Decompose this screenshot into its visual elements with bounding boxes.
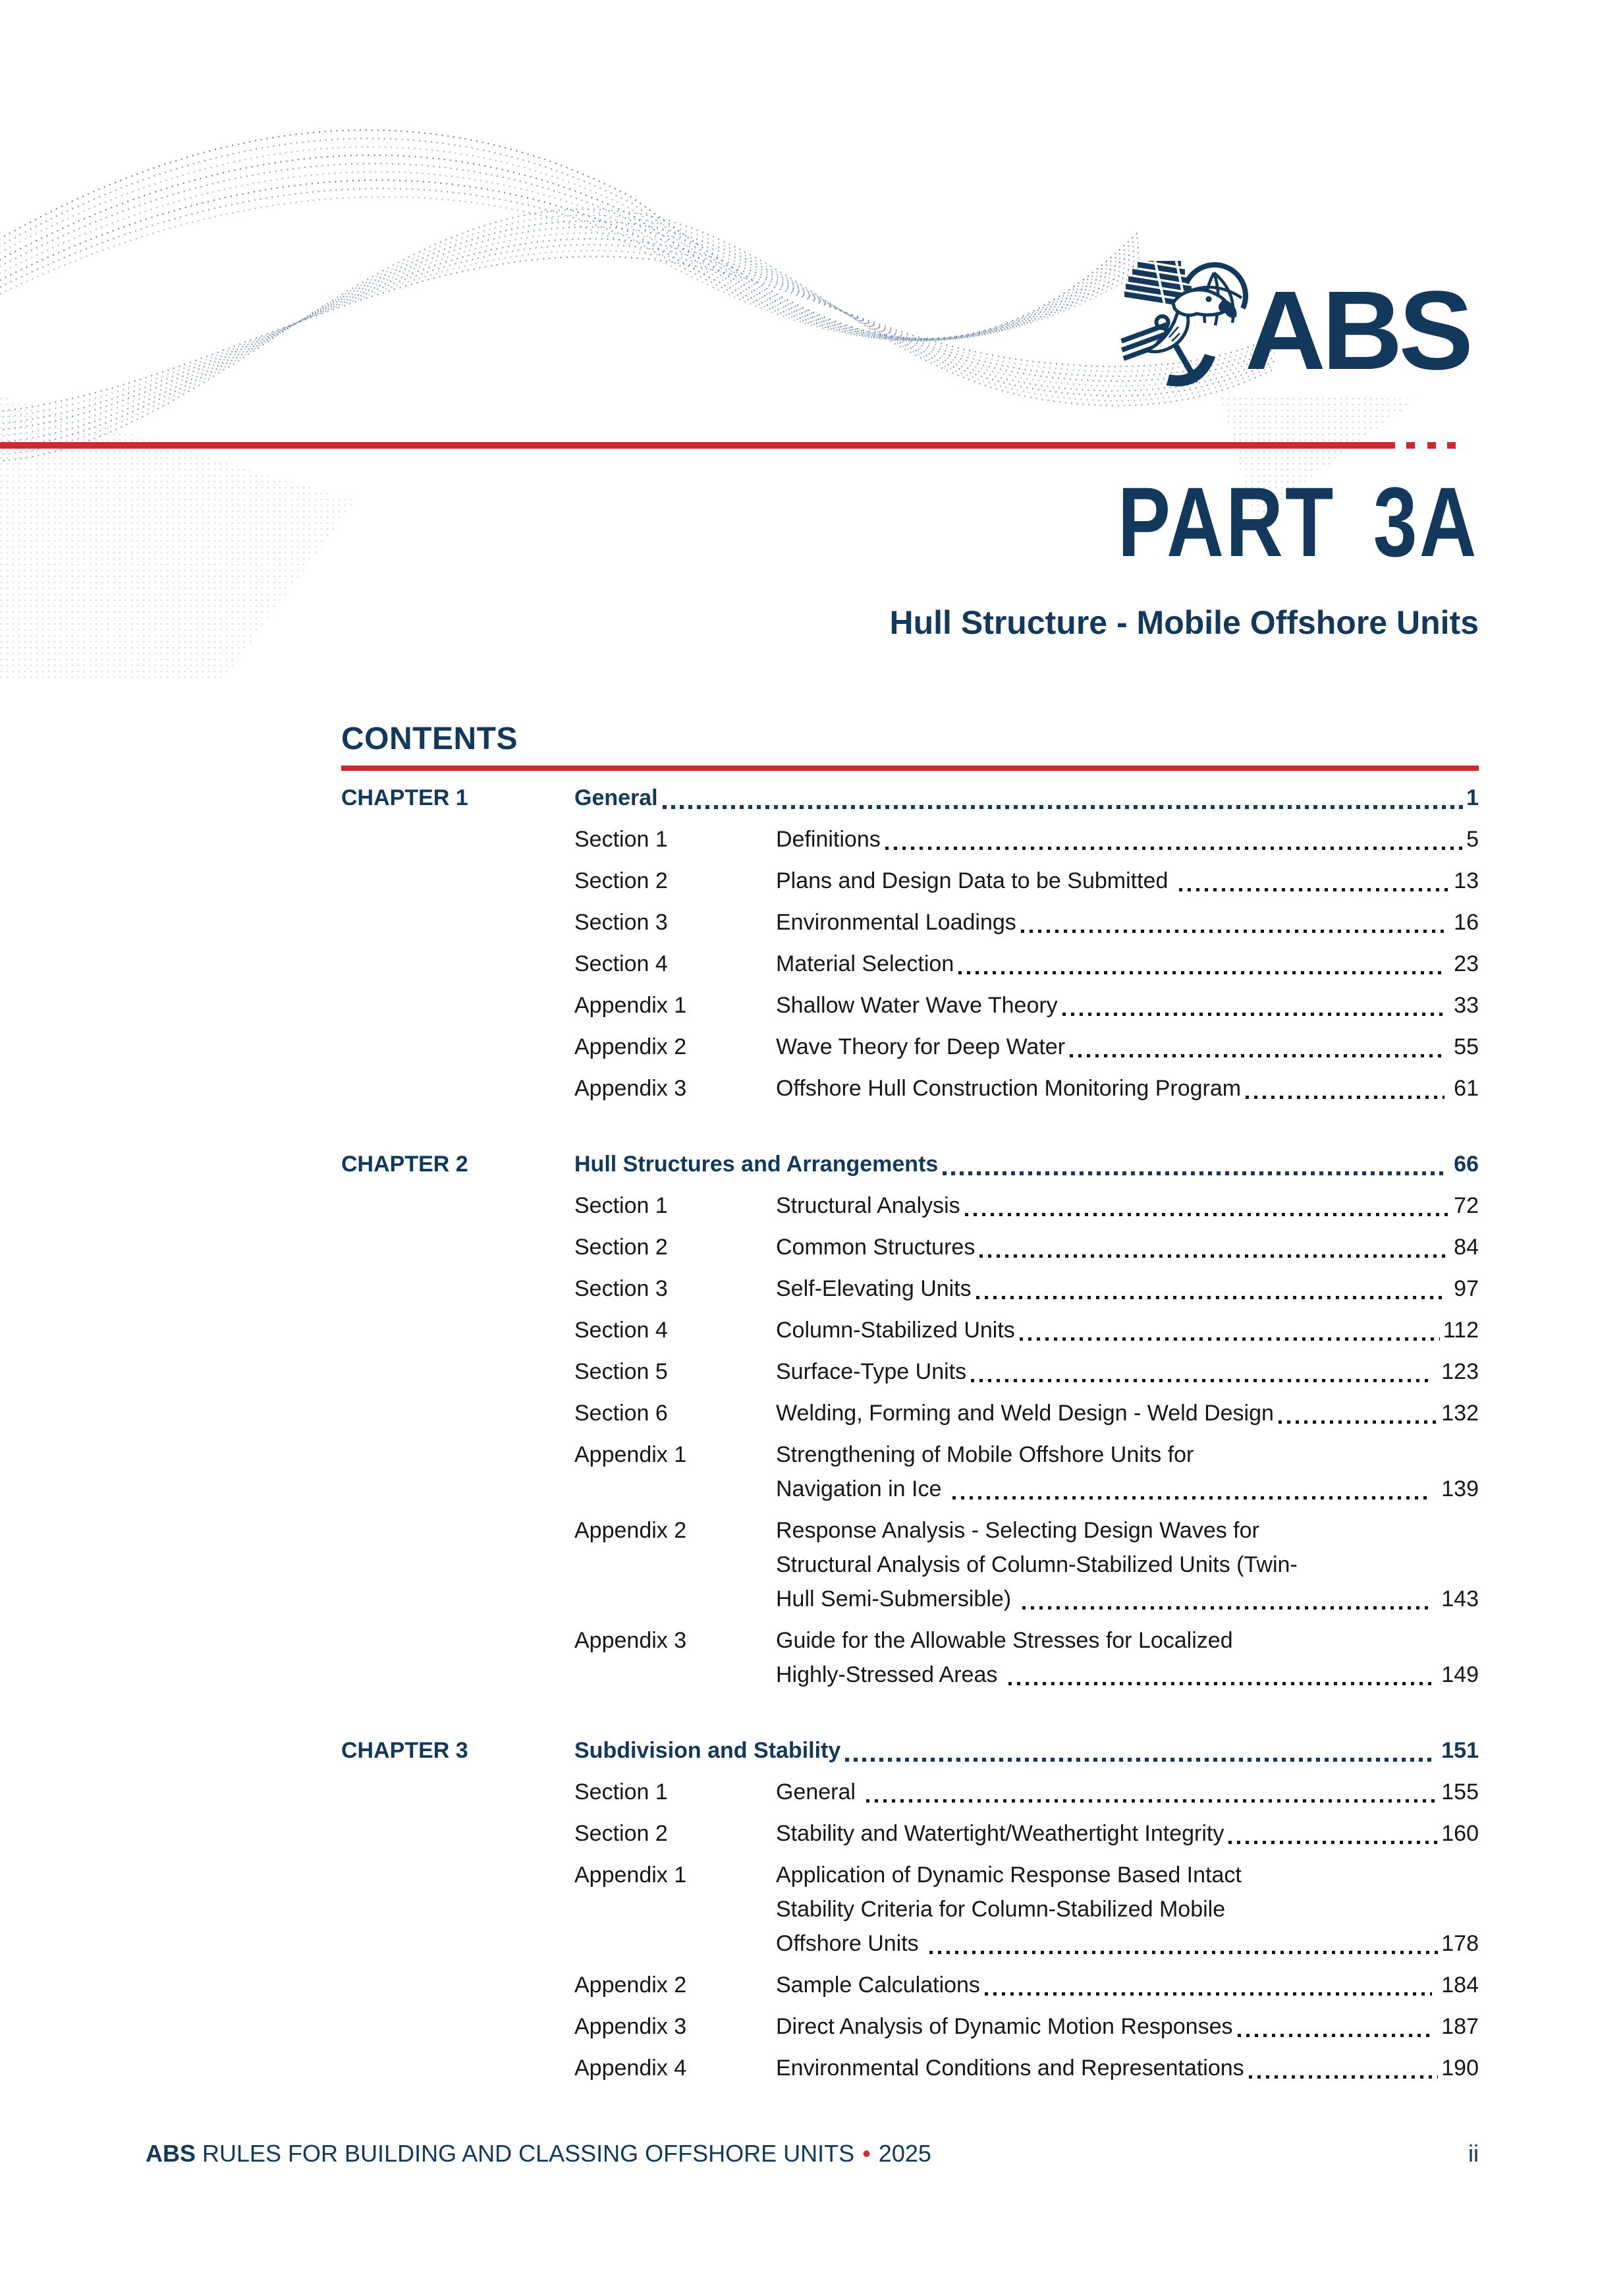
page-number: 160 (1441, 1821, 1479, 1846)
entry-indent (341, 2009, 574, 2044)
entry-title: Shallow Water Wave Theory (776, 993, 1058, 1018)
entry-title: General (574, 785, 658, 810)
dotted-leader (976, 1272, 1444, 1306)
header-rule (0, 442, 1395, 449)
entry-title: Definitions (776, 827, 881, 852)
entry-label: Appendix 2 (574, 1034, 687, 1059)
wave-strand (0, 238, 1275, 432)
page-number: 112 (1443, 1318, 1479, 1343)
wave-strand (0, 233, 1275, 437)
page-number: 66 (1447, 1152, 1479, 1177)
dotted-leader (663, 781, 1463, 815)
contents-rule (341, 766, 1479, 771)
entry-indent (341, 947, 574, 981)
part-title: PART 3A (1118, 466, 1479, 577)
toc-line (776, 1071, 1479, 1106)
page-number: 5 (1466, 827, 1479, 852)
entry-label: Section 3 (574, 910, 668, 935)
entry-title: Common Structures (776, 1235, 976, 1260)
dotted-leader (866, 1775, 1438, 1809)
toc-chapter-row[interactable] (341, 1733, 1479, 1768)
entry-title: Sample Calculations (776, 1973, 980, 1998)
page-number: 143 (1435, 1586, 1479, 1611)
page-number: 178 (1441, 1931, 1479, 1956)
page-number: 187 (1435, 2014, 1479, 2039)
toc-line (776, 1189, 1479, 1223)
entry-titlewrap (776, 1968, 1479, 2002)
dotted-leader (1070, 1030, 1444, 1064)
toc-line (776, 1355, 1479, 1389)
wave-strand (0, 197, 1140, 341)
toc (341, 781, 1479, 2085)
dotted-leader (965, 1189, 1451, 1223)
entry-indent (341, 1438, 574, 1506)
dotted-leader (885, 822, 1463, 856)
entry-titlewrap (776, 905, 1479, 939)
dotted-leader (952, 1472, 1432, 1506)
dotted-leader (943, 1147, 1444, 1181)
toc-line (776, 1926, 1479, 1961)
wave-strand (0, 147, 1140, 339)
entry-indent (341, 1071, 574, 1106)
page-number: 1 (1466, 785, 1479, 810)
entry-title: Plans and Design Data to be Submitted (776, 868, 1174, 893)
toc-line (574, 1733, 1479, 1768)
entry-label: Section 1 (574, 1779, 668, 1805)
footer-brand: ABS (146, 2140, 196, 2167)
dotted-leader (1062, 988, 1444, 1022)
entry-titlewrap (776, 988, 1479, 1022)
toc-line (776, 1230, 1479, 1264)
entry-indent (341, 1355, 574, 1389)
toc-line (776, 1030, 1479, 1064)
entry-title: Column-Stabilized Units (776, 1318, 1015, 1343)
entry-title: Direct Analysis of Dynamic Motion Responses (776, 2014, 1233, 2039)
entry-indent (341, 1230, 574, 1264)
entry-titlewrap (776, 1775, 1479, 1809)
page-number: 123 (1435, 1359, 1479, 1384)
entry-titlewrap (776, 1030, 1479, 1064)
page-number: 61 (1447, 1076, 1479, 1101)
entry-title: Subdivision and Stability (574, 1738, 841, 1763)
entry-title: Offshore Hull Construction Monitoring Program (776, 1076, 1242, 1101)
page-number: 139 (1435, 1476, 1479, 1501)
wave-strand (0, 188, 1140, 341)
entry-title: Material Selection (776, 951, 954, 976)
entry-label: Section 2 (574, 1235, 668, 1260)
toc-entry-row[interactable] (341, 1189, 1479, 1223)
entry-title: Hull Semi-Submersible) (776, 1586, 1018, 1611)
footer-separator-dot: • (862, 2140, 871, 2167)
entry-titlewrap (776, 1355, 1479, 1389)
toc-entry-row[interactable] (341, 1438, 1479, 1506)
toc-line (776, 905, 1479, 939)
toc-entry-row[interactable] (341, 1775, 1479, 1809)
entry-indent (341, 1189, 574, 1223)
entry-titlewrap (776, 1189, 1479, 1223)
dotted-leader (929, 1926, 1438, 1961)
toc-entry-row[interactable] (341, 1071, 1479, 1106)
entry-label: Section 1 (574, 827, 668, 852)
toc-line (776, 1313, 1479, 1347)
wave-strand (0, 180, 1140, 340)
abs-eagle-icon (1115, 261, 1255, 405)
chapter-label: CHAPTER 3 (341, 1738, 468, 1763)
entry-indent (341, 1272, 574, 1306)
wave-strand (0, 210, 1275, 462)
page-number: 149 (1435, 1662, 1479, 1687)
page-number: 13 (1454, 868, 1479, 893)
entry-indent (341, 1775, 574, 1809)
entry-titlewrap (776, 1623, 1479, 1692)
toc-line (776, 1396, 1479, 1430)
entry-title: Stability and Watertight/Weathertight Integrity (776, 1821, 1224, 1846)
entry-label: Section 4 (574, 1318, 668, 1343)
entry-title-line: Structural Analysis of Column-Stabilized Units (Twin- (776, 1552, 1298, 1577)
dotted-leader (971, 1355, 1432, 1389)
entry-label: Appendix 4 (574, 2056, 687, 2081)
page-number: 132 (1441, 1401, 1479, 1426)
page-number: 190 (1441, 2056, 1479, 2081)
entry-label: Section 5 (574, 1359, 668, 1384)
dotted-leader (979, 1230, 1450, 1264)
toc-line (776, 1582, 1479, 1616)
entry-titlewrap (776, 1438, 1479, 1506)
entry-label: Section 3 (574, 1276, 668, 1301)
toc-entry-row[interactable] (341, 2051, 1479, 2085)
toc-line (776, 2009, 1479, 2044)
entry-label: Section 4 (574, 951, 668, 976)
toc-entry-row[interactable] (341, 864, 1479, 898)
chapter-titlewrap (574, 1147, 1479, 1181)
toc-line (574, 1147, 1479, 1181)
chapter-label: CHAPTER 1 (341, 785, 468, 810)
entry-title: Surface-Type Units (776, 1359, 967, 1384)
dotted-leader (1021, 905, 1444, 939)
entry-title: Structural Analysis (776, 1193, 960, 1218)
page-number: 55 (1447, 1034, 1479, 1059)
part-subtitle: Hull Structure - Mobile Offshore Units (889, 604, 1479, 641)
entry-titlewrap (776, 1230, 1479, 1264)
wave-strand (0, 138, 1140, 339)
toc-line (776, 947, 1479, 981)
toc-entry-row[interactable] (341, 1230, 1479, 1264)
entry-label: Appendix 1 (574, 1862, 687, 1888)
wave-strand (0, 130, 1140, 338)
entry-titlewrap (776, 1513, 1479, 1616)
entry-label: Section 1 (574, 1193, 668, 1218)
chapter-label: CHAPTER 2 (341, 1152, 468, 1177)
dotted-leader (1022, 1582, 1432, 1616)
page-number: 155 (1441, 1779, 1479, 1805)
entry-label: Section 2 (574, 868, 668, 893)
entry-label: Appendix 3 (574, 1628, 687, 1653)
wave-strand (0, 221, 1275, 449)
entry-title-line: Application of Dynamic Response Based Intact (776, 1862, 1242, 1888)
footer-text (146, 2140, 931, 2168)
entry-titlewrap (776, 947, 1479, 981)
entry-title: Wave Theory for Deep Water (776, 1034, 1066, 1059)
toc-entry-row[interactable] (341, 1355, 1479, 1389)
wave-strand (0, 250, 1275, 420)
entry-titlewrap (776, 822, 1479, 856)
toc-line (776, 864, 1479, 898)
entry-title-line: Strengthening of Mobile Offshore Units for (776, 1442, 1194, 1467)
toc-line (776, 1472, 1479, 1506)
wave-strand (0, 172, 1140, 340)
toc-entry-row[interactable] (341, 1030, 1479, 1064)
entry-indent (341, 1816, 574, 1851)
page-number: 97 (1447, 1276, 1479, 1301)
entry-indent (341, 1968, 574, 2002)
dotted-leader (1246, 1071, 1444, 1106)
toc-entry-row[interactable] (341, 1968, 1479, 2002)
toc-entry-row[interactable] (341, 1816, 1479, 1851)
toc-entry-row[interactable] (341, 1858, 1479, 1961)
entry-label: Section 2 (574, 1821, 668, 1846)
toc-line (776, 1816, 1479, 1851)
toc-line (776, 1658, 1479, 1692)
entry-indent (341, 1858, 574, 1961)
entry-indent (341, 1396, 574, 1430)
entry-title: General (776, 1779, 862, 1805)
entry-title-line: Response Analysis - Selecting Design Waves for (776, 1518, 1259, 1543)
toc-entry-row[interactable] (341, 1272, 1479, 1306)
entry-titlewrap (776, 2051, 1479, 2085)
dotted-leader (1020, 1313, 1440, 1347)
dotted-leader (1228, 1816, 1438, 1851)
entry-title: Hull Structures and Arrangements (574, 1152, 939, 1177)
page-number: 84 (1454, 1235, 1479, 1260)
entry-title: Offshore Units (776, 1931, 925, 1956)
entry-titlewrap (776, 2009, 1479, 2044)
entry-titlewrap (776, 1858, 1479, 1961)
entry-indent (341, 822, 574, 856)
contents-heading: CONTENTS (341, 721, 518, 756)
dotted-leader (958, 947, 1444, 981)
chapter-titlewrap (574, 1733, 1479, 1768)
dotted-leader (1279, 1396, 1438, 1430)
toc-line (776, 988, 1479, 1022)
entry-title: Environmental Loadings (776, 910, 1016, 935)
dotted-leader (1238, 2009, 1432, 2044)
entry-titlewrap (776, 1272, 1479, 1306)
entry-title: Navigation in Ice (776, 1476, 948, 1501)
toc-entry-row[interactable] (341, 988, 1479, 1022)
toc-entry-row[interactable] (341, 2009, 1479, 2044)
dotted-leader (985, 1968, 1432, 2002)
page-number: 23 (1447, 951, 1479, 976)
page-number: 33 (1447, 993, 1479, 1018)
dot-field-left (0, 395, 356, 679)
abs-logo-text: ABS (1245, 268, 1470, 393)
toc-entry-row[interactable] (341, 905, 1479, 939)
toc-line (574, 781, 1479, 815)
entry-indent (341, 864, 574, 898)
entry-title: Welding, Forming and Weld Design - Weld Design (776, 1401, 1274, 1426)
toc-line (776, 1775, 1479, 1809)
entry-title-line: Stability Criteria for Column-Stabilized Mobile (776, 1897, 1226, 1922)
footer-title: RULES FOR BUILDING AND CLASSING OFFSHORE UNITS (202, 2140, 855, 2167)
entry-label: Appendix 3 (574, 2014, 687, 2039)
page-number: 151 (1435, 1738, 1479, 1763)
page-number: 72 (1454, 1193, 1479, 1218)
entry-titlewrap (776, 1816, 1479, 1851)
entry-titlewrap (776, 1396, 1479, 1430)
toc-entry-row[interactable] (341, 1396, 1479, 1430)
footer-year: 2025 (878, 2140, 931, 2167)
entry-indent (341, 1313, 574, 1347)
toc-chapter-row[interactable] (341, 781, 1479, 815)
entry-label: Appendix 3 (574, 1076, 687, 1101)
entry-label: Section 6 (574, 1401, 668, 1426)
wave-strand (0, 155, 1140, 339)
toc-line (776, 1968, 1479, 2002)
entry-label: Appendix 1 (574, 993, 687, 1018)
page-footer (146, 2140, 1479, 2168)
entry-label: Appendix 2 (574, 1973, 687, 1998)
toc-line (776, 2051, 1479, 2085)
entry-title: Self-Elevating Units (776, 1276, 972, 1301)
entry-title: Highly-Stressed Areas (776, 1662, 1004, 1687)
dotted-leader (1179, 864, 1450, 898)
toc-chapter-row[interactable] (341, 1147, 1479, 1181)
entry-title: Environmental Conditions and Representations (776, 2056, 1244, 2081)
toc-line (776, 822, 1479, 856)
entry-indent (341, 1030, 574, 1064)
entry-label: Appendix 2 (574, 1518, 687, 1543)
entry-label: Appendix 1 (574, 1442, 687, 1467)
wave-strand (0, 244, 1275, 426)
toc-entry-row[interactable] (341, 1623, 1479, 1692)
toc-entry-row[interactable] (341, 822, 1479, 856)
dotted-leader (845, 1733, 1432, 1768)
entry-indent (341, 1513, 574, 1616)
toc-entry-row[interactable] (341, 947, 1479, 981)
entry-titlewrap (776, 1071, 1479, 1106)
entry-titlewrap (776, 1313, 1479, 1347)
chapter-titlewrap (574, 781, 1479, 815)
contents-section (341, 722, 1479, 2092)
page-number: 184 (1435, 1973, 1479, 1998)
dotted-leader (1249, 2051, 1439, 2085)
entry-indent (341, 2051, 574, 2085)
entry-indent (341, 988, 574, 1022)
wave-strand (0, 227, 1275, 443)
entry-titlewrap (776, 864, 1479, 898)
toc-entry-row[interactable] (341, 1513, 1479, 1616)
wave-strand (0, 215, 1275, 456)
dotted-leader (1008, 1658, 1432, 1692)
entry-title-line: Guide for the Allowable Stresses for Localized (776, 1628, 1233, 1653)
toc-line (776, 1272, 1479, 1306)
entry-indent (341, 1623, 574, 1692)
page-number: 16 (1447, 910, 1479, 935)
toc-entry-row[interactable] (341, 1313, 1479, 1347)
footer-page-number: ii (1468, 2140, 1479, 2167)
entry-indent (341, 905, 574, 939)
